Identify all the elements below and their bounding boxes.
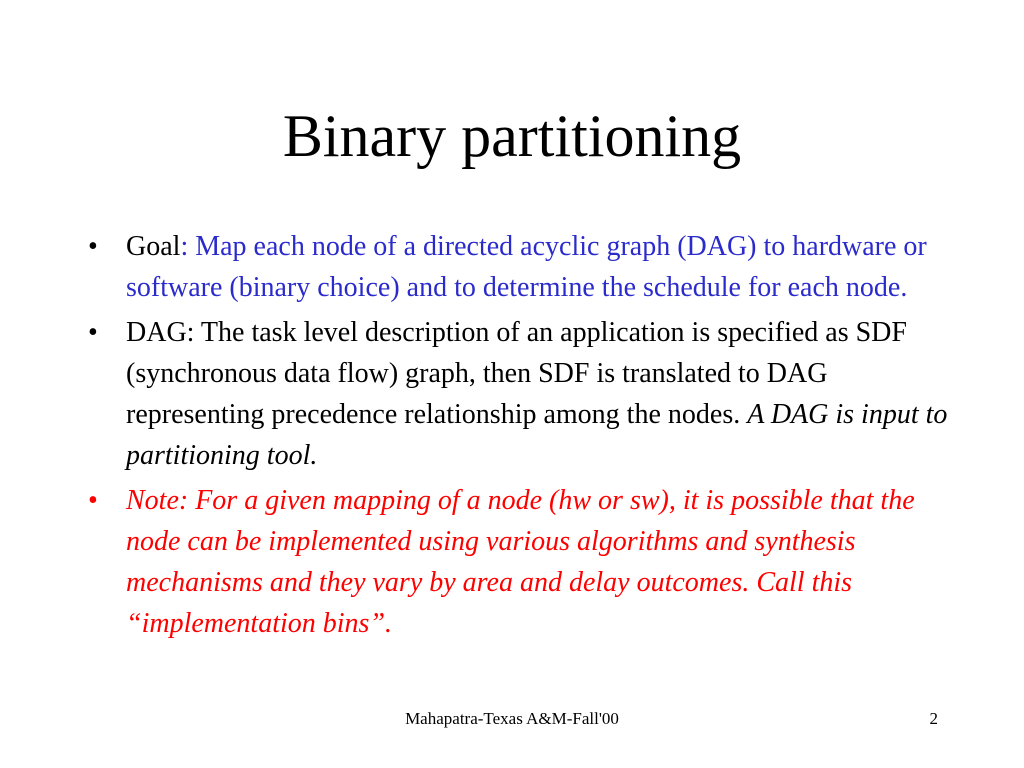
goal-colon: : [180, 231, 196, 262]
note-text: Note: For a given mapping of a node (hw or sw), it is possible that the node can be implemented using various algorithms and synthesis mechanisms and they vary by area and delay outcomes. Call this “implementation bins”. [126, 485, 915, 639]
bullet-note [80, 480, 950, 644]
bullet-marker: • [88, 231, 98, 262]
bullet-marker: • [88, 485, 98, 516]
bullet-list [80, 226, 950, 648]
dag-emphasis: A DAG is input to partitioning tool. [126, 399, 948, 471]
goal-text: Map each node of a directed acyclic graph (DAG) to hardware or software (binary choice) and to determine the schedule for each node. [126, 231, 927, 303]
bullet-dag [80, 312, 950, 476]
page-number: 2 [929, 709, 938, 728]
dag-text: DAG: The task level description of an application is specified as SDF (synchronous data flow) graph, then SDF is translated to DAG representing precedence relationship among the nodes. [126, 317, 907, 430]
bullet-marker: • [88, 317, 98, 348]
bullet-goal [80, 226, 950, 308]
goal-label: Goal [126, 231, 181, 262]
slide-title: Binary partitioning [282, 103, 742, 169]
footer-text: Mahapatra-Texas A&M-Fall'00 [405, 709, 619, 728]
